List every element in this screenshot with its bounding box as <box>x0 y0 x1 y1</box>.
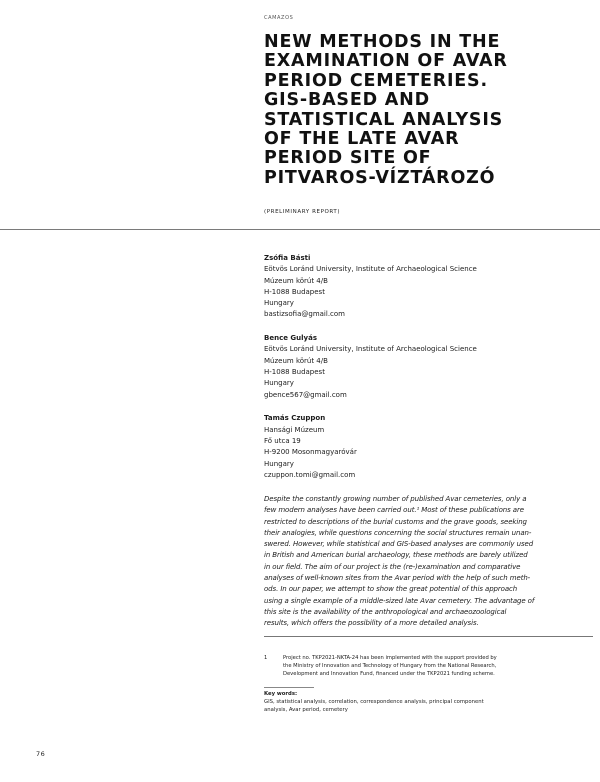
abstract-line: results, which offers the possibility of a more detailed analysis. <box>264 619 479 628</box>
title-line: EXAMINATION OF AVAR <box>264 51 508 72</box>
author-street: Múzeum körút 4/B <box>264 276 328 285</box>
title-line: PITVAROS-VÍZTÁROZÓ <box>264 167 496 188</box>
author-name: Tamás Czuppon <box>264 414 326 423</box>
footnote-line: the Ministry of Innovation and Technology of Hungary from the National Research, <box>283 663 497 670</box>
title-line: STATISTICAL ANALYSIS <box>264 109 504 130</box>
abstract-line: in our field. The aim of our project is the (re-)examination and comparative <box>264 562 521 571</box>
author-city: H-1088 Budapest <box>264 368 325 377</box>
abstract-line: restricted to descriptions of the burial customs and the grave goods, seeking <box>264 517 527 526</box>
abstract-line: this site is the availability of the anthropological and archaeozoological <box>264 607 507 616</box>
abstract-line: their analogies, while questions concerning the social structures remain unan- <box>264 528 532 537</box>
title-line: NEW METHODS IN THE <box>264 32 501 52</box>
author-street: Fő utca 19 <box>264 436 301 445</box>
page-number: 76 <box>36 750 46 758</box>
keywords-label: Key words: <box>264 691 298 697</box>
title-line: PERIOD SITE OF <box>264 148 432 169</box>
author-email[interactable]: bastizsofia@gmail.com <box>264 310 345 319</box>
abstract <box>264 494 594 630</box>
author-name: Bence Gulyás <box>264 334 317 343</box>
footnote-line: Development and Innovation Fund, financed under the TKP2021 funding scheme. <box>283 671 495 678</box>
author-block <box>264 253 584 321</box>
article-title <box>264 33 594 188</box>
author-list <box>264 253 584 494</box>
footnote-line: Project no. TKP2021-NKTA-24 has been implemented with the support provided by <box>283 655 497 661</box>
keywords-line: GIS, statistical analysis, correlation, correspondence analysis, principal component <box>264 699 484 706</box>
author-country: Hungary <box>264 299 294 308</box>
title-line: GIS-BASED AND <box>264 90 430 111</box>
article-subtitle: (PRELIMINARY REPORT) <box>264 209 341 215</box>
abstract-line: in British and American burial archaeology, these methods are barely utilized <box>264 551 528 560</box>
journal-name: CAMAZOS <box>264 15 294 21</box>
section-divider <box>0 229 600 230</box>
author-block <box>264 333 584 401</box>
keywords <box>264 690 594 715</box>
author-country: Hungary <box>264 459 294 468</box>
author-affiliation: Eötvös Loránd University, Institute of Archaeological Science <box>264 265 477 274</box>
author-email[interactable]: gbence567@gmail.com <box>264 390 347 399</box>
author-block <box>264 413 584 481</box>
keywords-divider <box>264 687 314 688</box>
footnote-text <box>283 654 593 679</box>
abstract-line: swered. However, while statistical and GIS-based analyses are commonly used <box>264 540 534 549</box>
author-affiliation: Eötvös Loránd University, Institute of Archaeological Science <box>264 345 477 354</box>
author-street: Múzeum körút 4/B <box>264 356 328 365</box>
abstract-line: Despite the constantly growing number of published Avar cemeteries, only a <box>264 495 527 503</box>
author-city: H-9200 Mosonmagyaróvár <box>264 448 357 457</box>
author-name: Zsófia Básti <box>264 254 311 262</box>
footnote-number: 1 <box>264 655 268 661</box>
author-email[interactable]: czuppon.tomi@gmail.com <box>264 470 356 479</box>
keywords-line: analysis, Avar period, cemetery <box>264 707 348 714</box>
author-affiliation: Hansági Múzeum <box>264 425 325 434</box>
title-line: OF THE LATE AVAR <box>264 129 460 150</box>
abstract-line: few modern analyses have been carried out.¹ Most of these publications are <box>264 506 524 515</box>
footnote-divider <box>264 636 593 637</box>
title-line: PERIOD CEMETERIES. <box>264 70 488 91</box>
abstract-line: ods. In our paper, we attempt to show the great potential of this approach <box>264 585 518 594</box>
abstract-line: analyses of well-known sites from the Avar period with the help of such meth- <box>264 574 531 583</box>
abstract-line: using a single example of a middle-sized late Avar cemetery. The advantage of <box>264 596 535 605</box>
author-city: H-1088 Budapest <box>264 287 325 296</box>
author-country: Hungary <box>264 379 294 388</box>
